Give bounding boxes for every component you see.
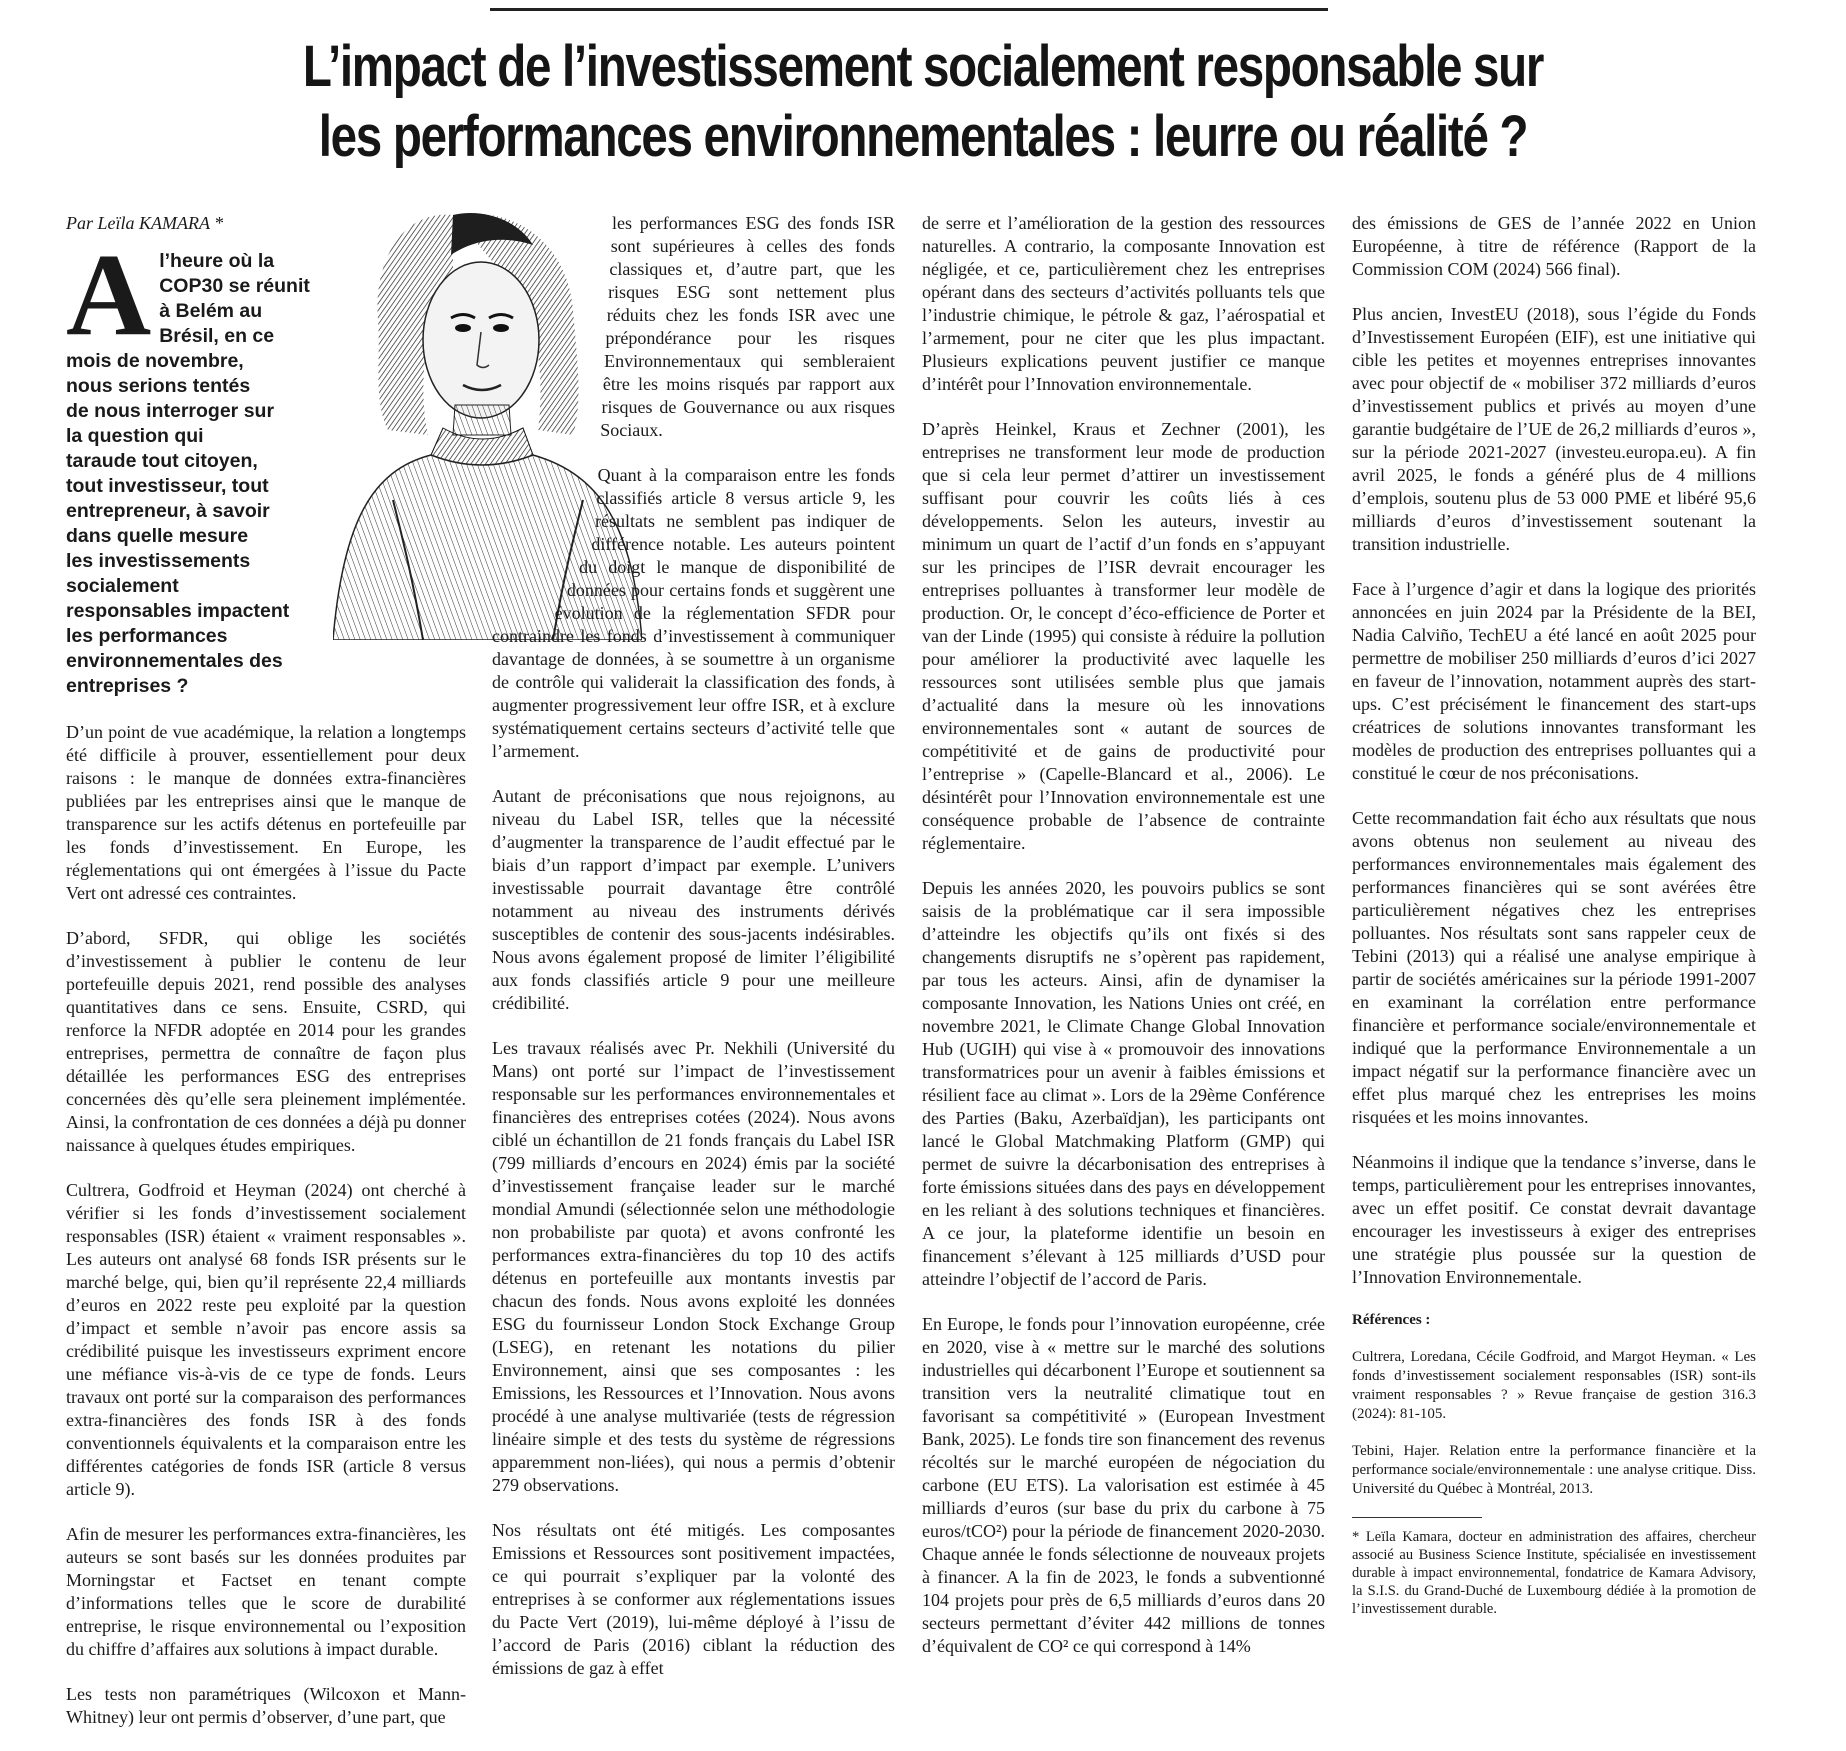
lead-text: l’heure où la COP30 se réunit à Belém au Brésil, en ce mois de novembre, nous serions tentés de nous interroger sur la question qui taraude tout citoyen, tout investisseur, tout entrepreneur, à savoir dans quelle mesure les investissements socialement responsables impactent les performances environnementales des entreprises ? — [66, 250, 310, 697]
col1-paragraph-2: D’abord, SFDR, qui oblige les sociétés d’investissement à publier le contenu de leur portefeuille depuis 2021, rend possible des analyses quantitatives dans ce sens. Ensuite, CSRD, qui renforce la NFDR adoptée en 2014 pour les grandes entreprises, permettra de connaître de façon plus détaillée les performances ESG des entreprises concernées dès qu’elle sera pleinement implémentée. Ainsi, la confrontation de ces données a déjà pu donner naissance à quelques études empiriques. — [66, 928, 466, 1155]
col1-paragraph-3: Cultrera, Godfroid et Heyman (2024) ont cherché à vérifier si les fonds d’investissement socialement responsables (ISR) étaient « vraiment responsables ». Les auteurs ont analysé 68 fonds ISR présents sur le marché belge, qui, bien qu’il représente 22,4 milliards d’euros en 2022 reste peu exploité par la question d’impact et semble n’avoir pas encore assis sa crédibilité puisque les investisseurs expriment encore une méfiance vis-à-vis de ce type de fonds. Leurs travaux ont porté sur la comparaison des performances extra-financières des fonds ISR à des fonds conventionnels équivalents et la comparaison entre les différentes catégories de fonds ISR (article 8 versus article 9). — [66, 1180, 466, 1499]
col4-paragraph-3: Face à l’urgence d’agir et dans la logique des priorités annoncées en juin 2024 par la Présidente de la BEI, Nadia Calviño, TechEU a été lancé en août 2025 pour permettre de mobiliser 250 milliards d’euros d’ici 2027 en faveur de l’innovation, notamment auprès des start-ups. C’est précisément le financement des start-ups créatrices de solutions innovantes transformant les modèles de production des entreprises polluantes qui a constitué le cœur de nos préconisations. — [1352, 579, 1756, 783]
references — [1352, 1311, 1756, 1499]
column-1 — [66, 212, 466, 1751]
col1-paragraph-4: Afin de mesurer les performances extra-financières, les auteurs se sont basés sur les données produites par Morningstar et Factset en tenant compte d’informations telles que le score de durabilité entreprise, le risque environnemental ou l’exposition du chiffre d’affaires aux solutions à impact durable. — [66, 1524, 466, 1659]
title-line-1: L’impact de l’investissement socialement responsable sur — [302, 34, 1544, 99]
author-footnote: * Leïla Kamara, docteur en administration des affaires, chercheur associé au Business Science Institute, spécialisée en investissement durable à impact environnemental, fondatrice de Kamara Advisory, la S.I.S. du Grand-Duché de Luxembourg dédiée à la promotion de l’investissement durable. — [1352, 1529, 1756, 1617]
col4-paragraph-4: Cette recommandation fait écho aux résultats que nous avons obtenus non seulement au niveau des performances environnementales mais également des performances financières qui se sont avérées être particulièrement négatives chez les entreprises polluantes. Nos résultats sont sans rappeler ceux de Tebini (2013) qui a réalisé une analyse empirique à partir de sociétés américaines sur la période 1991-2007 en examinant la corrélation entre performance financière et performance sociale/environnementale et indiqué que la performance Environnementale a un impact négatif sur la performance financière avec un effet plus marqué chez les entreprises les moins risquées et les moins innovantes. — [1352, 808, 1756, 1127]
col4-paragraph-5: Néanmoins il indique que la tendance s’inverse, dans le temps, particulièrement pour les entreprises innovantes, avec un effet positif. Ce constat devrait davantage encourager les investisseurs à exiger des entreprises une stratégie plus poussée sur la question de l’Innovation Environnementale. — [1352, 1152, 1756, 1287]
col4-paragraph-2: Plus ancien, InvestEU (2018), sous l’égide du Fonds d’Investissement Européen (EIF), est une initiative qui cible les petites et moyennes entreprises innovantes avec pour objectif de « mobiliser 372 milliards d’euros d’investissement publics et privés au moyen d’une garantie budgétaire de l’UE de 26,2 milliards d’euros », sur la période 2021-2027 (investeu.europa.eu). A fin avril 2025, le fonds a généré plus de 4 millions d’emplois, soutenu plus de 53 000 PME et libéré 95,6 milliards d’euros d’investissement soutenant la transition industrielle. — [1352, 304, 1756, 554]
col2-paragraph-5: Nos résultats ont été mitigés. Les composantes Emissions et Ressources sont positivement impactées, ce qui pourrait s’expliquer par la volonté des entreprises à se conformer aux réglementations issues du Pacte Vert (2019), lui-même déployé à l’issu de l’accord de Paris (2016) ciblant la réduction des émissions de gaz à effet — [492, 1520, 895, 1678]
col3-paragraph-4: En Europe, le fonds pour l’innovation européenne, crée en 2020, vise à « mettre sur le marché des solutions industrielles qui décarbonent l’Europe et soutiennent sa transition vers la neutralité climatique tout en favorisant sa compétitivité » (European Investment Bank, 2025). Le fonds tire son financement des revenus récoltés sur le marché européen de négociation du carbone (EU ETS). La valorisation est estimée à 45 milliards d’euros (sur base du prix du carbone à 75 euros/tCO²) pour la période de financement 2020-2030. Chaque année le fonds sélectionne de nouveaux projets à financer. A la fin de 2023, le fonds a subventionné 104 projets pour près de 6,5 milliards d’euros dans 20 secteurs permettant d’éviter 442 millions de tonnes d’équivalent de CO² ce qui correspond à 14% — [922, 1314, 1325, 1656]
col1-paragraph-5: Les tests non paramétriques (Wilcoxon et Mann-Whitney) leur ont permis d’observer, d’une part, que — [66, 1684, 466, 1727]
reference-1: Cultrera, Loredana, Cécile Godfroid, and Margot Heyman. « Les fonds d’investissement socialement responsables (ISR) sont-ils vraiment responsables ? » Revue française de gestion 316.3 (2024): 81-105. — [1352, 1349, 1756, 1422]
col2-paragraph-1: les performances ESG des fonds ISR sont supérieures à celles des fonds classiques et, d’autre part, que les risques ESG sont nettement plus réduits chez les fonds ISR avec une prépondérance pour les risques Environnementaux qui sembleraient être les moins risqués par rapport aux risques de Gouvernance ou aux risques Sociaux. — [600, 213, 895, 440]
col3-paragraph-1: de serre et l’amélioration de la gestion des ressources naturelles. A contrario, la composante Innovation est négligée, et ce, particulièrement chez les entreprises opérant dans des secteurs d’activités polluants tels que l’industrie chimique, le pétrole & gaz, l’aérospatial et l’armement, pour ne citer que les plus impactant. Plusieurs explications peuvent justifier ce manque d’intérêt pour l’Innovation environnementale. — [922, 213, 1325, 394]
title-line-2: les performances environnementales : leurre ou réalité ? — [318, 104, 1528, 169]
footnote-rule — [1352, 1517, 1482, 1518]
col1-paragraph-1: D’un point de vue académique, la relation a longtemps été difficile à prouver, essentiellement pour deux raisons : le manque de données extra-financières publiées par les entreprises ainsi que le manque de transparence sur les actifs détenus en portefeuille par les fonds d’investissement. En Europe, les réglementations qui ont émergées à l’issue du Pacte Vert ont adressé ces contraintes. — [66, 722, 466, 903]
column-4 — [1352, 212, 1756, 1640]
drop-cap: A — [66, 229, 152, 360]
references-title: Références : — [1352, 1312, 1431, 1328]
col3-paragraph-2: D’après Heinkel, Kraus et Zechner (2001), les entreprises ne transforment leur mode de production que si cela leur permet d’attirer un investissement suffisant pour couvrir les coûts liés à ces développements. Selon les auteurs, investir au minimum un quart de l’actif d’un fonds en s’appuyant sur les principes de l’ISR devrait encourager les entreprises polluantes à transformer leur modèle de production. Or, le concept d’éco-efficience de Porter et van der Linde (1995) qui consiste à réduire la pollution pour améliorer la productivité avec laquelle les ressources sont utilisées semble plus que jamais d’actualité dans la mesure où les innovations environnementales sont « autant de sources de compétitivité et de gains de productivité pour l’entreprise » (Capelle-Blancard et al., 2006). Le désintérêt pour l’Innovation environnementale est une conséquence probable de l’absence de contrainte réglementaire. — [922, 419, 1325, 853]
col2-paragraph-2: Quant à la comparaison entre les fonds classifiés article 8 versus article 9, les résultats ne semblent pas indiquer de différence notable. Les auteurs pointent du doigt le manque de disponibilité de données pour certains fonds et suggèrent une évolution de la réglementation SFDR pour contraindre les fonds d’investissement à communiquer davantage de données, à se soumettre à un organisme de contrôle qui validerait la classification des fonds, à augmenter progressivement leur offre ISR, et à exclure systématiquement certains secteurs d’activité telle que l’armement. — [492, 465, 895, 761]
byline: Par Leïla KAMARA * — [66, 213, 224, 233]
top-rule — [490, 8, 1328, 11]
column-3 — [922, 212, 1325, 1680]
col2-paragraph-4: Les travaux réalisés avec Pr. Nekhili (Université du Mans) ont porté sur l’impact de l’investissement responsable sur les performances environnementales et financières des entreprises cotées (2024). Nous avons ciblé un échantillon de 21 fonds français du Label ISR (799 milliards d’encours en 2024) émis par la société d’investissement française leader sur le marché mondial Amundi (sélectionnée selon une méthodologie non probabiliste par quota) et avons confronté les performances extra-financières du top 10 des actifs détenus en portefeuille aux montants investis par chacun des fonds. Nous avons exploité les données ESG du fournisseur London Stock Exchange Group (LSEG), en retenant les notations du pilier Environnement, ainsi que ses composantes : les Emissions, les Ressources et l’Innovation. Nous avons procédé à une analyse multivariée (tests de régression linéaire simple et des tests du système de régressions apparemment non-liées), qui nous a permis d’obtenir 279 observations. — [492, 1038, 895, 1495]
col2-paragraph-3: Autant de préconisations que nous rejoignons, au niveau du Label ISR, telles que la nécessité d’augmenter la transparence de l’audit effectué par le biais d’un rapport d’impact par exemple. L’univers investissable pourrait davantage être contrôlé notamment au niveau des instruments dérivés susceptibles de contenir des sous-jacents indésirables. Nous avons également proposé de limiter l’éligibilité aux fonds classifiés article 9 pour une meilleure crédibilité. — [492, 786, 895, 1013]
col3-paragraph-3: Depuis les années 2020, les pouvoirs publics se sont saisis de la problématique car il sera impossible d’atteindre les objectifs qu’ils ont fixés si des changements disruptifs ne s’opèrent pas rapidement, par tous les acteurs. Ainsi, afin de dynamiser la composante Innovation, les Nations Unies ont créé, en novembre 2021, le Climate Change Global Innovation Hub (UGIH) qui vise à « promouvoir des innovations transformatrices pour un avenir à faibles émissions et résilient face au climat ». Lors de la 29ème Conférence des Parties (Baku, Azerbaïdjan), les participants ont lancé le Global Matchmaking Platform (GMP) qui permet de suivre la décarbonisation des entreprises à forte émissions situées dans des pays en développement en les reliant à des solutions techniques et financières. A ce jour, la plateforme identifie un besoin en financement s’élevant à 125 milliards d’USD pour atteindre l’objectif de l’accord de Paris. — [922, 878, 1325, 1289]
article-title — [281, 32, 1565, 172]
col4-paragraph-1: des émissions de GES de l’année 2022 en Union Européenne, à titre de référence (Rapport de la Commission COM (2024) 566 final). — [1352, 213, 1756, 279]
column-2 — [492, 212, 895, 1702]
reference-2: Tebini, Hajer. Relation entre la performance financière et la performance sociale/environnementale : une analyse critique. Diss. Université du Québec à Montréal, 2013. — [1352, 1443, 1756, 1497]
